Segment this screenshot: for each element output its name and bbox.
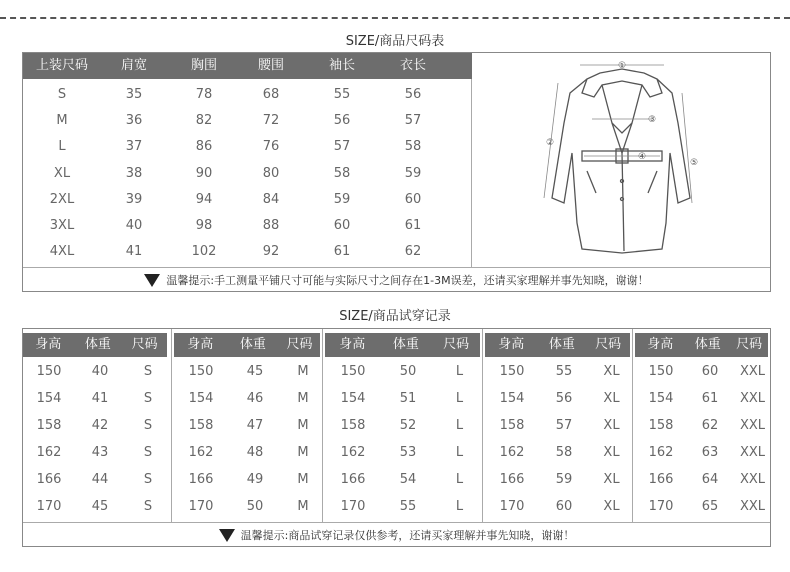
table-row: [23, 440, 171, 466]
table-cell: L: [58, 139, 66, 155]
tryon-group: [23, 329, 171, 522]
table-row: [635, 413, 772, 439]
table-cell: XL: [603, 391, 620, 406]
table-row: [635, 494, 772, 520]
table-cell: 166: [340, 472, 366, 487]
table-cell: 42: [91, 418, 109, 433]
table-cell: 61: [701, 391, 719, 406]
table-cell: 60: [404, 191, 422, 207]
svg-text:⑤: ⑤: [689, 158, 699, 168]
table-cell: 51: [399, 391, 417, 406]
size-table: [23, 53, 472, 267]
table-cell: 36: [125, 113, 143, 129]
table-row: [635, 359, 772, 385]
size-table-header: [23, 53, 472, 79]
table-cell: 94: [195, 191, 213, 207]
size-notice-text: 温馨提示:手工测量平铺尺寸可能与实际尺寸之间存在1-3M误差，还请买家理解并事先知晓，谢谢！: [166, 274, 649, 287]
table-cell: 57: [333, 139, 351, 155]
tryon-header-cell: 体重: [548, 337, 575, 352]
table-cell: 90: [195, 165, 213, 181]
table-cell: 76: [262, 139, 280, 155]
table-cell: 150: [36, 364, 62, 379]
table-cell: 56: [333, 113, 351, 129]
table-cell: XL: [603, 364, 620, 379]
table-cell: 88: [262, 218, 280, 233]
table-cell: 63: [701, 445, 719, 460]
tryon-group: [172, 329, 322, 522]
table-cell: XL: [603, 418, 620, 433]
table-row: [325, 467, 484, 493]
table-cell: 158: [648, 418, 674, 433]
table-cell: 154: [499, 391, 525, 406]
table-cell: S: [143, 445, 153, 460]
tryon-header-cell: 尺码: [443, 337, 470, 352]
header-shoulder: 肩宽: [120, 58, 147, 73]
tryon-group-header: [485, 333, 630, 357]
table-row: [485, 386, 634, 412]
table-row: [174, 386, 324, 412]
table-cell: M: [297, 472, 309, 487]
table-cell: 158: [499, 418, 525, 433]
tryon-group: [633, 329, 770, 522]
table-row: [635, 467, 772, 493]
header-length: 衣长: [399, 58, 426, 73]
table-cell: 65: [701, 499, 719, 514]
table-cell: S: [143, 364, 153, 379]
header-waist: 腰围: [257, 58, 284, 73]
tryon-group-header: [325, 333, 480, 357]
svg-text:③: ③: [647, 115, 657, 125]
table-cell: M: [297, 499, 309, 514]
table-row: [23, 82, 472, 108]
table-cell: 57: [404, 113, 422, 129]
table-cell: 162: [499, 445, 525, 460]
table-row: [485, 440, 634, 466]
table-cell: 162: [36, 445, 62, 460]
table-row: [23, 413, 171, 439]
table-cell: 92: [262, 244, 280, 260]
header-chest: 胸围: [190, 58, 217, 73]
table-cell: 170: [499, 499, 525, 514]
table-cell: XXL: [739, 391, 766, 406]
table-row: [325, 494, 484, 520]
table-cell: L: [455, 418, 464, 433]
table-cell: XXL: [739, 445, 766, 460]
table-cell: 150: [188, 364, 214, 379]
table-cell: 170: [340, 499, 366, 514]
table-cell: S: [143, 391, 153, 406]
size-notice: [23, 267, 770, 293]
table-row: [23, 467, 171, 493]
table-row: [23, 239, 472, 265]
size-chart-title: SIZE/商品尺码表: [345, 34, 445, 49]
warning-icon: [219, 529, 235, 542]
table-cell: 150: [499, 364, 525, 379]
table-cell: 56: [404, 87, 422, 102]
table-row: [325, 440, 484, 466]
group-divider: [632, 329, 633, 522]
tryon-record-title: SIZE/商品试穿记录: [339, 309, 451, 324]
table-row: [485, 494, 634, 520]
table-row: [485, 413, 634, 439]
tryon-notice-text: 温馨提示:商品试穿记录仅供参考，还请买家理解并事先知晓，谢谢！: [240, 529, 575, 542]
table-cell: 86: [195, 139, 213, 155]
table-cell: 170: [188, 499, 214, 514]
table-cell: 158: [36, 418, 62, 433]
table-row: [23, 187, 472, 213]
top-dashed-divider: [0, 17, 790, 19]
table-cell: XL: [603, 445, 620, 460]
tryon-header-cell: 尺码: [595, 337, 622, 352]
table-row: [485, 467, 634, 493]
table-cell: XXL: [739, 364, 766, 379]
table-row: [174, 494, 324, 520]
table-cell: 60: [701, 364, 719, 379]
table-cell: XXL: [739, 418, 766, 433]
table-cell: 61: [404, 218, 422, 233]
tryon-group: [323, 329, 482, 522]
table-cell: 50: [399, 364, 417, 379]
table-cell: 52: [399, 418, 417, 433]
table-cell: M: [56, 113, 68, 129]
table-cell: S: [57, 87, 67, 102]
group-divider: [171, 329, 172, 522]
svg-text:④: ④: [637, 152, 647, 162]
table-cell: 53: [399, 445, 417, 460]
svg-text:①: ①: [617, 61, 627, 71]
table-cell: L: [455, 391, 464, 406]
tryon-header-cell: 身高: [339, 337, 366, 352]
table-cell: 45: [246, 364, 264, 379]
table-cell: M: [297, 445, 309, 460]
table-cell: S: [143, 499, 153, 514]
table-cell: 166: [188, 472, 214, 487]
table-cell: 37: [125, 139, 143, 155]
table-cell: 170: [36, 499, 62, 514]
table-cell: 61: [333, 244, 351, 260]
table-cell: 62: [701, 418, 719, 433]
table-cell: 50: [246, 499, 264, 514]
table-cell: 154: [648, 391, 674, 406]
table-row: [23, 134, 472, 160]
table-cell: 49: [246, 472, 264, 487]
table-row: [23, 213, 472, 239]
table-cell: 43: [91, 445, 109, 460]
tryon-header-cell: 体重: [239, 337, 266, 352]
tryon-header-cell: 尺码: [131, 337, 158, 352]
header-sleeve: 袖长: [328, 58, 355, 73]
tryon-header-cell: 体重: [694, 337, 721, 352]
table-cell: 68: [262, 87, 280, 102]
table-cell: 150: [340, 364, 366, 379]
group-divider: [482, 329, 483, 522]
tryon-group-header: [23, 333, 167, 357]
table-cell: 41: [125, 244, 143, 260]
table-cell: XL: [603, 472, 620, 487]
table-cell: 60: [555, 499, 573, 514]
table-cell: 62: [404, 244, 422, 260]
table-cell: L: [455, 472, 464, 487]
table-cell: 60: [333, 218, 351, 233]
table-cell: 154: [188, 391, 214, 406]
table-cell: 55: [333, 87, 351, 102]
table-cell: 59: [555, 472, 573, 487]
table-row: [325, 359, 484, 385]
coat-outline-icon: [472, 53, 770, 267]
table-cell: 64: [701, 472, 719, 487]
table-cell: 58: [404, 139, 422, 155]
table-row: [174, 440, 324, 466]
table-cell: 154: [340, 391, 366, 406]
table-cell: 41: [91, 391, 109, 406]
table-cell: M: [297, 391, 309, 406]
tryon-header-cell: 尺码: [736, 337, 763, 352]
tryon-header-cell: 尺码: [286, 337, 313, 352]
table-cell: XL: [603, 499, 620, 514]
table-cell: 58: [555, 445, 573, 460]
table-row: [325, 386, 484, 412]
table-cell: 72: [262, 113, 280, 129]
table-cell: 80: [262, 165, 280, 181]
table-cell: M: [297, 364, 309, 379]
table-cell: 58: [333, 165, 351, 181]
table-cell: 55: [399, 499, 417, 514]
table-cell: 3XL: [49, 218, 75, 233]
table-cell: 47: [246, 418, 264, 433]
table-cell: L: [455, 499, 464, 514]
table-cell: 158: [340, 418, 366, 433]
table-row: [23, 108, 472, 134]
table-cell: 102: [191, 244, 217, 260]
table-row: [485, 359, 634, 385]
table-cell: XXL: [739, 472, 766, 487]
table-cell: 82: [195, 113, 213, 129]
table-cell: 162: [188, 445, 214, 460]
tryon-record-box: [22, 328, 771, 547]
table-row: [23, 386, 171, 412]
table-cell: XL: [53, 165, 71, 181]
table-cell: M: [297, 418, 309, 433]
table-cell: L: [455, 445, 464, 460]
table-cell: 84: [262, 191, 280, 207]
tryon-notice: [23, 522, 770, 548]
table-cell: 154: [36, 391, 62, 406]
table-row: [325, 413, 484, 439]
table-cell: 162: [340, 445, 366, 460]
table-cell: S: [143, 418, 153, 433]
table-row: [23, 359, 171, 385]
table-row: [174, 359, 324, 385]
tryon-group: [483, 329, 632, 522]
table-cell: 98: [195, 218, 213, 233]
warning-icon: [144, 274, 160, 287]
group-divider: [322, 329, 323, 522]
table-row: [174, 467, 324, 493]
table-row: [635, 386, 772, 412]
table-cell: 158: [188, 418, 214, 433]
tryon-header-cell: 身高: [187, 337, 214, 352]
table-cell: 55: [555, 364, 573, 379]
tryon-group-header: [635, 333, 768, 357]
table-cell: 59: [333, 191, 351, 207]
table-cell: 162: [648, 445, 674, 460]
table-cell: 44: [91, 472, 109, 487]
table-cell: 40: [125, 218, 143, 233]
table-cell: L: [455, 364, 464, 379]
tryon-header-cell: 体重: [392, 337, 419, 352]
table-cell: 38: [125, 165, 143, 181]
size-chart-box: [22, 52, 771, 292]
table-row: [23, 161, 472, 187]
table-cell: 39: [125, 191, 143, 207]
tryon-group-header: [174, 333, 320, 357]
table-cell: 166: [36, 472, 62, 487]
table-cell: 46: [246, 391, 264, 406]
table-cell: 170: [648, 499, 674, 514]
coat-diagram: [472, 53, 770, 267]
tryon-header-cell: 身高: [498, 337, 525, 352]
table-cell: 57: [555, 418, 573, 433]
table-cell: 2XL: [49, 191, 75, 207]
table-row: [23, 494, 171, 520]
table-cell: 48: [246, 445, 264, 460]
table-cell: 54: [399, 472, 417, 487]
table-cell: 150: [648, 364, 674, 379]
table-cell: 166: [499, 472, 525, 487]
table-cell: 59: [404, 165, 422, 181]
table-cell: 56: [555, 391, 573, 406]
table-row: [635, 440, 772, 466]
table-cell: 4XL: [49, 244, 75, 260]
table-cell: 40: [91, 364, 109, 379]
table-row: [174, 413, 324, 439]
table-cell: 166: [648, 472, 674, 487]
header-size: 上装尺码: [35, 58, 88, 73]
table-cell: S: [143, 472, 153, 487]
table-cell: 45: [91, 499, 109, 514]
tryon-header-cell: 身高: [647, 337, 674, 352]
table-cell: XXL: [739, 499, 766, 514]
table-cell: 78: [195, 87, 213, 102]
svg-text:②: ②: [545, 138, 555, 148]
table-cell: 35: [125, 87, 143, 102]
tryon-header-cell: 身高: [35, 337, 62, 352]
tryon-header-cell: 体重: [84, 337, 111, 352]
